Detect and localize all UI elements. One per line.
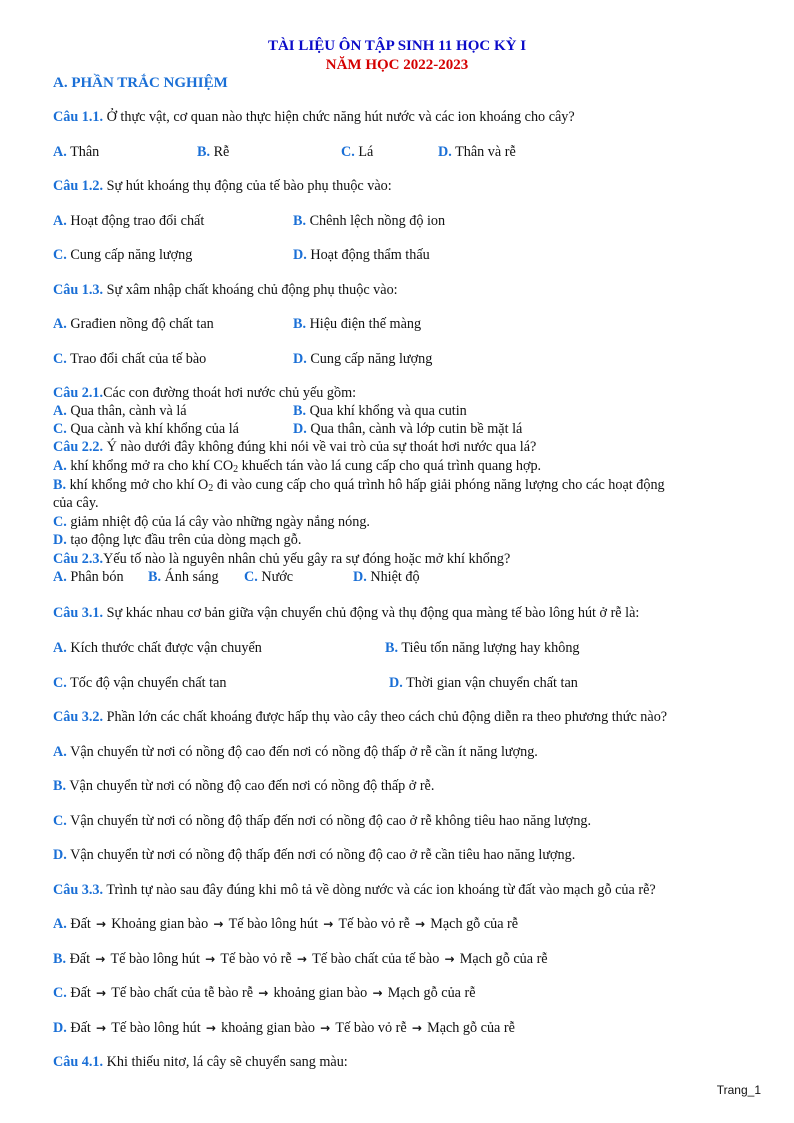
option-a <box>53 316 214 333</box>
question-1-2 <box>53 178 392 195</box>
option-label: B. <box>148 569 162 585</box>
option-c <box>53 421 239 438</box>
arrow-right-icon: → <box>209 917 228 931</box>
chain-step: Mạch gỗ của rễ <box>430 916 519 932</box>
option-b <box>293 213 445 230</box>
arrow-right-icon: → <box>91 986 111 1000</box>
chain-step: Tế bào lông hút <box>110 951 200 967</box>
question-3-2 <box>53 709 667 726</box>
option-b <box>385 640 580 657</box>
option-label: A. <box>53 640 67 656</box>
question-number: Câu 1.2. <box>53 178 104 194</box>
question-number: Câu 3.2. <box>53 709 104 725</box>
question-text: Trình tự nào sau đây đúng khi mô tả về dòng nước và các ion khoáng từ đất vào mạch gỗ của rễ? <box>103 882 656 898</box>
option-a <box>53 744 538 761</box>
option-label: B. <box>197 144 211 160</box>
option-b <box>53 778 434 795</box>
option-text: Cung cấp năng lượng <box>310 351 433 367</box>
option-label: B. <box>385 640 399 656</box>
question-1-3 <box>53 282 398 299</box>
option-d <box>293 247 430 264</box>
chain-step: Đất <box>70 985 91 1001</box>
option-a <box>53 144 99 161</box>
option-text: Phân bón <box>70 569 124 585</box>
option-a <box>53 403 187 420</box>
chain-step: Tế bào lông hút <box>228 916 319 932</box>
option-text: Kích thước chất được vận chuyển <box>70 640 262 656</box>
option-a <box>53 458 541 478</box>
option-text: Thời gian vận chuyển chất tan <box>406 675 578 691</box>
option-b <box>293 316 421 333</box>
school-year: NĂM HỌC 2022-2023 <box>325 57 469 73</box>
question-text: Sự hút khoáng thụ động của tế bào phụ thuộc vào: <box>103 178 392 194</box>
question-number: Câu 2.1. <box>53 385 104 401</box>
arrow-right-icon: → <box>315 1021 335 1035</box>
option-label: C. <box>341 144 355 160</box>
option-text-cont: khuếch tán vào lá cung cấp cho quá trình quang hợp. <box>238 458 542 474</box>
option-text: khí khổng mở ra cho khí CO <box>70 458 234 474</box>
option-text <box>70 1020 515 1036</box>
option-text: Thân và rễ <box>455 144 516 160</box>
option-label: A. <box>53 458 67 474</box>
option-label: A. <box>53 744 67 760</box>
option-text: Qua thân, cành và lớp cutin bề mặt lá <box>310 421 523 437</box>
question-number: Câu 1.1. <box>53 109 104 125</box>
option-text <box>70 985 475 1001</box>
option-b <box>293 403 467 420</box>
arrow-right-icon: → <box>407 1021 427 1035</box>
option-label: D. <box>353 569 367 585</box>
chain-step: khoảng gian bào <box>273 985 368 1001</box>
option-a <box>53 640 262 657</box>
option-label: C. <box>53 421 67 437</box>
option-d <box>53 1020 515 1037</box>
option-text: khí khổng mở cho khí O <box>69 477 209 493</box>
option-label: D. <box>293 247 307 263</box>
option-label: C. <box>53 985 67 1001</box>
option-d <box>438 144 516 161</box>
document-title: TÀI LIỆU ÔN TẬP SINH 11 HỌC KỲ I <box>267 38 527 54</box>
question-number: Câu 2.2. <box>53 439 104 455</box>
question-text: Sự khác nhau cơ bản giữa vận chuyển chủ động và thụ động qua màng tế bào lông hút ở rễ là: <box>103 605 640 621</box>
question-text: Khi thiếu nitơ, lá cây sẽ chuyển sang màu: <box>103 1054 348 1070</box>
option-label: B. <box>293 403 307 419</box>
chain-step: Tế bào lông hút <box>111 1020 201 1036</box>
chain-step: Tế bào chất của tễ bào rễ <box>111 985 254 1001</box>
subscript: 2 <box>233 464 239 475</box>
option-label: A. <box>53 213 67 229</box>
chain-step: Đất <box>70 1020 91 1036</box>
option-text: tạo động lực đầu trên của dòng mạch gỗ. <box>70 532 302 548</box>
option-label: D. <box>53 847 67 863</box>
chain-step: Tế bào vỏ rễ <box>220 951 292 967</box>
chain-step: Đất <box>69 951 91 967</box>
arrow-right-icon: → <box>200 952 220 966</box>
question-number: Câu 2.3. <box>53 551 104 567</box>
question-2-3 <box>53 551 510 568</box>
option-text: Hiệu điện thế màng <box>309 316 422 332</box>
question-text: Ý nào dưới đây không đúng khi nói về vai trò của sự thoát hơi nước qua lá? <box>103 439 537 455</box>
option-a <box>53 569 124 586</box>
option-label: C. <box>244 569 258 585</box>
option-label: B. <box>53 951 67 967</box>
page-number: Trang_1 <box>716 1083 761 1097</box>
option-c <box>53 247 192 264</box>
option-text: Trao đổi chất của tế bào <box>70 351 207 367</box>
option-label: C. <box>53 351 67 367</box>
question-number: Câu 4.1. <box>53 1054 104 1070</box>
option-text: Vận chuyển từ nơi có nồng độ cao đến nơi có nồng độ thấp ở rễ cần ít năng lượng. <box>70 744 538 760</box>
option-text <box>70 916 518 932</box>
option-b <box>53 951 548 968</box>
option-label: D. <box>293 421 307 437</box>
arrow-right-icon: → <box>201 1021 221 1035</box>
option-c <box>53 813 591 830</box>
option-label: D. <box>293 351 307 367</box>
option-d <box>293 351 432 368</box>
option-a <box>53 213 204 230</box>
arrow-right-icon: → <box>91 952 110 966</box>
option-text: Lá <box>358 144 374 160</box>
option-label: C. <box>53 813 67 829</box>
option-d <box>389 675 578 692</box>
option-c <box>341 144 373 161</box>
option-label: A. <box>53 916 67 932</box>
question-2-2 <box>53 439 536 456</box>
option-label: B. <box>293 316 307 332</box>
arrow-right-icon: → <box>91 917 111 931</box>
option-text: Hoạt động trao đổi chất <box>70 213 205 229</box>
option-text: giảm nhiệt độ của lá cây vào những ngày nắng nóng. <box>70 514 370 530</box>
arrow-right-icon: → <box>319 917 338 931</box>
chain-step: Mạch gỗ của rễ <box>459 951 548 967</box>
option-text: Vận chuyển từ nơi có nồng độ thấp đến nơi có nồng độ cao ở rễ cần tiêu hao năng lượng. <box>70 847 576 863</box>
option-label: C. <box>53 247 67 263</box>
arrow-right-icon: → <box>440 952 459 966</box>
option-text: Građien nồng độ chất tan <box>70 316 214 332</box>
question-1-1 <box>53 109 575 126</box>
option-label: D. <box>438 144 452 160</box>
option-b-continuation: của cây. <box>53 495 99 511</box>
option-text: Hoạt động thẩm thấu <box>310 247 430 263</box>
option-d <box>353 569 420 586</box>
question-number: Câu 3.1. <box>53 605 104 621</box>
question-4-1 <box>53 1054 348 1071</box>
option-text: Nước <box>261 569 294 585</box>
chain-step: Khoảng gian bào <box>111 916 209 932</box>
question-2-1 <box>53 385 356 402</box>
option-label: B. <box>53 477 67 493</box>
section-heading: A. PHẦN TRẮC NGHIỆM <box>53 75 228 91</box>
question-text: Ở thực vật, cơ quan nào thực hiện chức năng hút nước và các ion khoáng cho cây? <box>103 109 575 125</box>
option-label: D. <box>389 675 403 691</box>
question-3-3 <box>53 882 656 899</box>
question-text: Yếu tố nào là nguyên nhân chủ yếu gây ra sự đóng hoặc mở khí khổng? <box>103 551 511 567</box>
chain-step: Tế bào chất của tế bào <box>312 951 440 967</box>
option-text: Rễ <box>213 144 230 160</box>
option-c <box>53 675 227 692</box>
chain-step: Mạch gỗ của rễ <box>427 1020 515 1036</box>
option-label: D. <box>53 1020 67 1036</box>
option-text: Chênh lệch nồng độ ion <box>309 213 446 229</box>
option-label: A. <box>53 144 67 160</box>
option-a <box>53 916 518 933</box>
option-c <box>53 514 370 531</box>
option-text: Qua cành và khí khổng của lá <box>70 421 239 437</box>
option-text: Tiêu tốn năng lượng hay không <box>401 640 580 656</box>
subscript: 2 <box>208 483 214 494</box>
option-b <box>197 144 229 161</box>
option-label: A. <box>53 316 67 332</box>
option-text: Nhiệt độ <box>370 569 420 585</box>
option-text: Qua khí khổng và qua cutin <box>309 403 467 419</box>
chain-step: khoảng gian bào <box>221 1020 315 1036</box>
option-c <box>53 351 206 368</box>
arrow-right-icon: → <box>368 986 387 1000</box>
chain-step: Đất <box>70 916 91 932</box>
option-text: Vận chuyển từ nơi có nồng độ cao đến nơi có nồng độ thấp ở rễ. <box>69 778 435 794</box>
option-text: Thân <box>70 144 100 160</box>
option-d <box>293 421 522 438</box>
arrow-right-icon: → <box>91 1021 111 1035</box>
option-text: Tốc độ vận chuyển chất tan <box>70 675 227 691</box>
option-label: D. <box>53 532 67 548</box>
arrow-right-icon: → <box>254 986 273 1000</box>
option-label: B. <box>293 213 307 229</box>
option-b <box>53 477 665 497</box>
option-text-cont: đi vào cung cấp cho quá trình hô hấp giải phóng năng lượng cho các hoạt động <box>213 477 665 493</box>
option-text: Vận chuyển từ nơi có nồng độ thấp đến nơi có nồng độ cao ở rễ không tiêu hao năng lượng. <box>70 813 592 829</box>
question-number: Câu 1.3. <box>53 282 104 298</box>
chain-step: Mạch gỗ của rễ <box>387 985 476 1001</box>
option-label: C. <box>53 514 67 530</box>
question-number: Câu 3.3. <box>53 882 104 898</box>
question-3-1 <box>53 605 639 622</box>
option-label: C. <box>53 675 67 691</box>
chain-step: Tế bào vỏ rễ <box>335 1020 407 1036</box>
option-text: Cung cấp năng lượng <box>70 247 193 263</box>
option-text: Qua thân, cành và lá <box>70 403 187 419</box>
question-text: Sự xâm nhập chất khoáng chủ động phụ thuộc vào: <box>103 282 398 298</box>
option-label: B. <box>53 778 67 794</box>
option-d <box>53 847 575 864</box>
option-c <box>53 985 476 1002</box>
option-label: A. <box>53 569 67 585</box>
option-d <box>53 532 301 549</box>
option-text <box>70 951 548 967</box>
option-b <box>148 569 219 586</box>
question-text: Phần lớn các chất khoáng được hấp thụ vào cây theo cách chủ động diễn ra theo phương thức nào? <box>103 709 668 725</box>
option-label: A. <box>53 403 67 419</box>
question-text: Các con đường thoát hơi nước chủ yếu gồm: <box>103 385 357 401</box>
option-c <box>244 569 293 586</box>
chain-step: Tế bào vỏ rễ <box>338 916 410 932</box>
arrow-right-icon: → <box>410 917 430 931</box>
option-text: Ánh sáng <box>164 569 219 585</box>
arrow-right-icon: → <box>292 952 312 966</box>
